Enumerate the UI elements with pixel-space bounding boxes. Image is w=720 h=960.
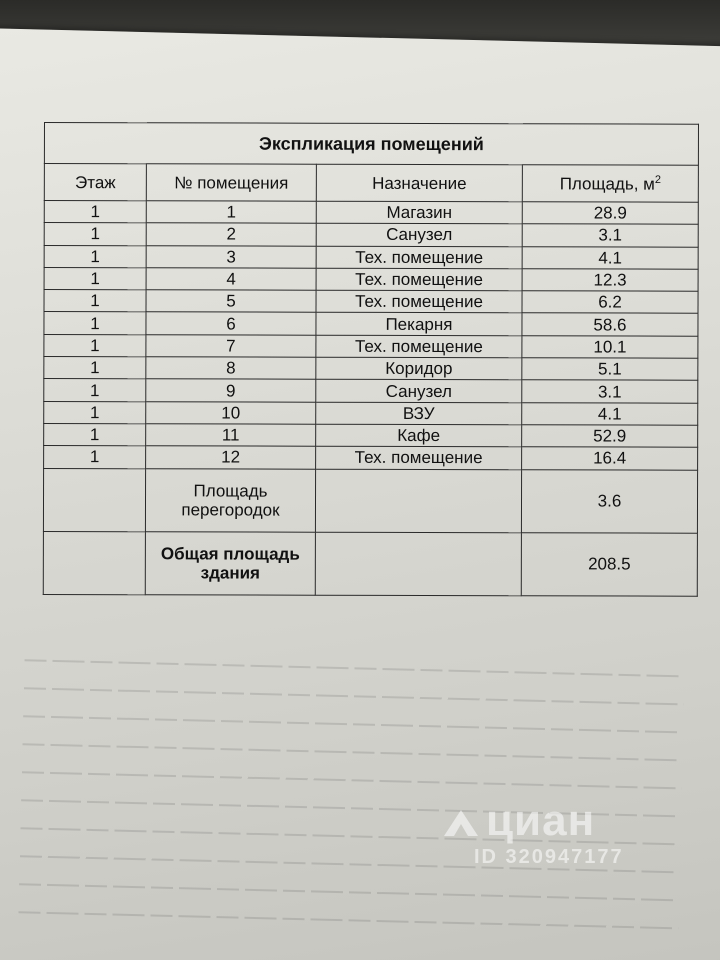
watermark-id: ID 320947177 xyxy=(474,846,624,868)
cell-area: 5.1 xyxy=(522,358,698,381)
cell-floor: 1 xyxy=(44,401,146,424)
cell-room-number: 12 xyxy=(146,446,316,469)
cell-purpose: Магазин xyxy=(316,201,522,224)
partitions-area: 3.6 xyxy=(521,469,697,532)
cell-room-number: 2 xyxy=(146,223,316,246)
header-purpose: Назначение xyxy=(316,164,522,202)
cell-room-number: 7 xyxy=(146,335,316,358)
cell-area: 16.4 xyxy=(522,447,698,470)
cell-purpose: ВЗУ xyxy=(316,402,522,425)
header-area-unit-sup: 2 xyxy=(654,173,662,186)
table-body xyxy=(44,201,699,470)
cell-room-number: 5 xyxy=(146,290,316,313)
watermark-brand: циан xyxy=(486,796,596,845)
total-empty-cell xyxy=(43,531,145,594)
cell-purpose: Тех. помещение xyxy=(316,268,522,291)
cell-floor: 1 xyxy=(44,290,146,313)
cell-room-number: 9 xyxy=(146,379,316,402)
cell-purpose: Коридор xyxy=(316,357,522,380)
cell-floor: 1 xyxy=(44,245,146,268)
table-row xyxy=(44,423,698,447)
cell-purpose: Тех. помещение xyxy=(316,290,522,313)
table-title: Экспликация помещений xyxy=(44,123,698,166)
header-floor: Этаж xyxy=(44,164,146,201)
total-label-line1: Общая площадь xyxy=(160,543,300,564)
table-row xyxy=(44,290,698,314)
table-row xyxy=(44,379,698,403)
total-area: 208.5 xyxy=(521,532,697,595)
cell-area: 58.6 xyxy=(522,313,698,336)
cell-purpose: Тех. помещение xyxy=(316,446,522,469)
explication-table-wrapper xyxy=(43,122,698,596)
explication-table xyxy=(43,122,699,596)
cell-area: 4.1 xyxy=(522,402,698,425)
cell-area: 28.9 xyxy=(522,202,698,225)
cell-floor: 1 xyxy=(44,312,146,335)
cell-room-number: 4 xyxy=(146,268,316,291)
cell-floor: 1 xyxy=(44,267,146,290)
total-purpose-empty xyxy=(315,532,521,596)
table-row xyxy=(44,267,698,291)
cell-room-number: 1 xyxy=(146,201,316,224)
cian-logo-icon xyxy=(442,806,480,838)
cell-area: 3.1 xyxy=(522,380,698,403)
table-row xyxy=(44,201,698,225)
cell-floor: 1 xyxy=(44,357,146,380)
cell-floor: 1 xyxy=(44,379,146,402)
total-label-line2: здания xyxy=(200,562,261,583)
partitions-label-line2: перегородок xyxy=(181,499,280,520)
header-room-number: № помещения xyxy=(146,164,316,201)
cell-purpose: Санузел xyxy=(316,380,522,403)
cell-room-number: 10 xyxy=(146,401,316,424)
partitions-label-line1: Площадь xyxy=(193,480,268,501)
cell-floor: 1 xyxy=(44,423,146,446)
table-row xyxy=(44,446,698,470)
table-row xyxy=(44,357,698,381)
cell-purpose: Пекарня xyxy=(316,313,522,336)
table-row xyxy=(44,401,698,425)
partitions-empty-cell xyxy=(43,468,145,531)
cell-area: 52.9 xyxy=(522,425,698,448)
partitions-purpose-empty xyxy=(315,469,521,533)
cell-purpose: Кафе xyxy=(316,424,522,447)
cell-room-number: 3 xyxy=(146,245,316,268)
partitions-label xyxy=(145,468,315,531)
total-label xyxy=(145,531,315,594)
cian-watermark xyxy=(440,796,670,880)
cell-area: 6.2 xyxy=(522,291,698,314)
cell-floor: 1 xyxy=(44,446,146,469)
cell-area: 3.1 xyxy=(522,224,698,247)
cell-area: 12.3 xyxy=(522,269,698,292)
cell-room-number: 8 xyxy=(146,357,316,380)
cell-floor: 1 xyxy=(44,201,146,224)
cell-area: 10.1 xyxy=(522,336,698,359)
cell-floor: 1 xyxy=(44,334,146,357)
cell-purpose: Санузел xyxy=(316,224,522,247)
cell-area: 4.1 xyxy=(522,246,698,269)
cell-room-number: 6 xyxy=(146,312,316,335)
table-row xyxy=(44,223,698,247)
cell-purpose: Тех. помещение xyxy=(316,246,522,269)
cell-purpose: Тех. помещение xyxy=(316,335,522,358)
cell-floor: 1 xyxy=(44,223,146,246)
table-row xyxy=(44,334,698,358)
table-row xyxy=(44,312,698,336)
header-area xyxy=(522,165,698,202)
cell-room-number: 11 xyxy=(146,424,316,447)
table-row xyxy=(44,245,698,269)
header-area-label: Площадь, м xyxy=(559,173,655,194)
